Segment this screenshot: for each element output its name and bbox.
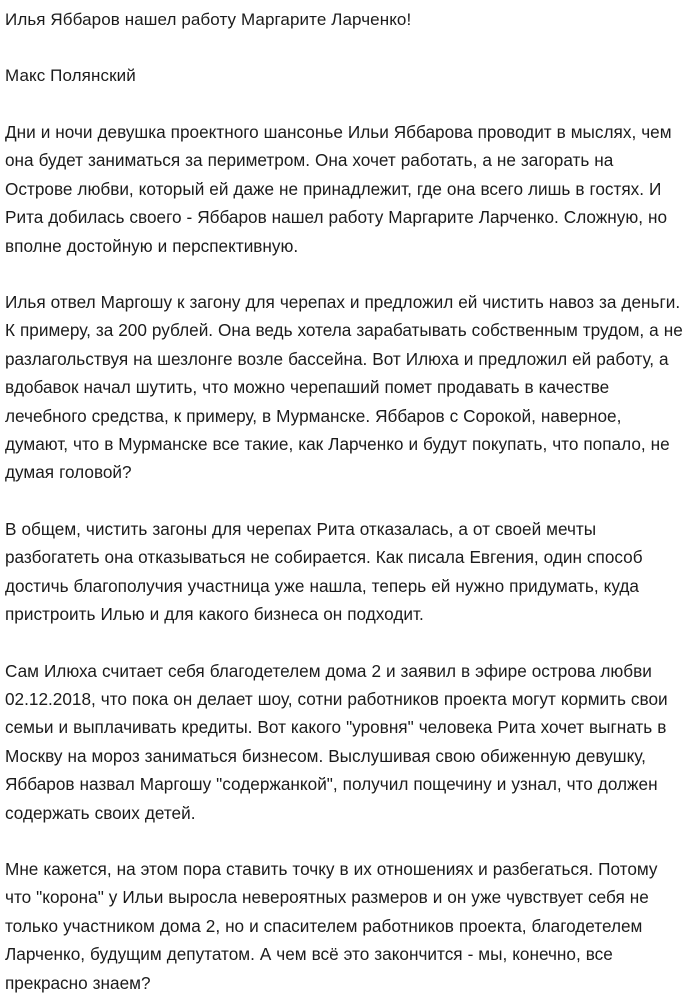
article-paragraph: В общем, чистить загоны для черепах Рита отказалась, а от своей мечты разбогатеть она отказываться не собирается. Как писала Евгения, один способ достичь благополучия участница уже нашла, теперь ей нужно придумать, куда пристроить Илью и для какого бизнеса он подходит.	[5, 518, 643, 625]
article-paragraph: Сам Илюха считает себя благодетелем дома 2 и заявил в эфире острова любви 02.12.2018, что пока он делает шоу, сотни работников проекта могут кормить свои семьи и выплачивать кредиты. Вот какого "уровня" человека Рита хочет выгнать в Москву на мороз заниматься бизнесом. Выслушивая свою обиженную девушку, Яббаров назвал Маргошу "содержанкой", получил пощечину и узнал, что должен содержать своих детей.	[5, 660, 668, 823]
article-paragraph: Илья отвел Маргошу к загону для черепах и предложил ей чистить навоз за деньги. К примеру, за 200 рублей. Она ведь хотела зарабатывать собственным трудом, а не разлагольствуя на шезлонге возле бассейна. Вот Илюха и предложил ей работу, а вдобавок начал шутить, что можно черепаший помет продавать в качестве лечебного средства, к примеру, в Мурманске. Яббаров с Сорокой, наверное, думают, что в Мурманске все такие, как Ларченко и будут покупать, что попало, не думая головой?	[5, 292, 683, 483]
article-headline: Илья Яббаров нашел работу Маргарите Ларченко!	[5, 10, 412, 29]
article-byline-author: Макс Полянский	[5, 66, 136, 85]
article-paragraph: Дни и ночи девушка проектного шансонье Ильи Яббарова проводит в мыслях, чем она будет заниматься за периметром. Она хочет работать, а не загорать на Острове любви, который ей даже не принадлежит, где она всего лишь в гостях. И Рита добилась своего - Яббаров нашел работу Маргарите Ларченко. Сложную, но вполне достойную и перспективную.	[5, 122, 672, 256]
article-body	[5, 118, 683, 997]
article-paragraph: Мне кажется, на этом пора ставить точку в их отношениях и разбегаться. Потому что "корона" у Ильи выросла невероятных размеров и он уже чувствует себя не только участником дома 2, но и спасителем работников проекта, благодетелем Ларченко, будущим депутатом. А чем всё это закончится - мы, конечно, все прекрасно знаем?	[5, 858, 658, 993]
